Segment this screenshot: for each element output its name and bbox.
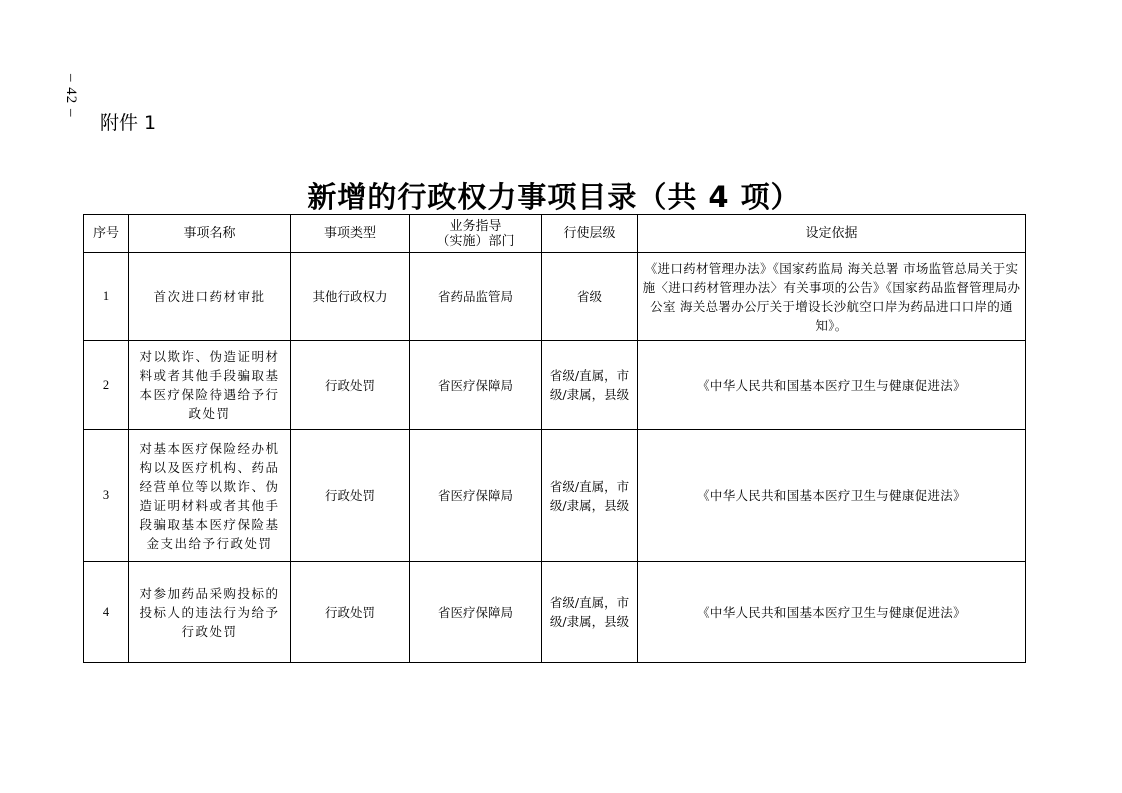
- row-dept: 省药品监管局: [410, 253, 542, 341]
- attachment-label: 附件 1: [100, 112, 157, 134]
- header-dept: [410, 215, 542, 253]
- row-index: 4: [84, 562, 129, 663]
- row-index: 3: [84, 430, 129, 562]
- row-name: 对基本医疗保险经办机构以及医疗机构、药品经营单位等以欺诈、伪造证明材料或者其他手段骗取基本医疗保险基金支出给予行政处罚: [129, 430, 291, 562]
- row-basis: 《进口药材管理办法》《国家药监局 海关总署 市场监管总局关于实施〈进口药材管理办法〉有关事项的公告》《国家药品监督管理局办公室 海关总署办公厅关于增设长沙航空口岸为药品进口口岸的通知》。: [638, 253, 1026, 341]
- power-items-table: [83, 214, 1026, 663]
- row-type: 行政处罚: [291, 341, 410, 430]
- row-level: 省级/直属，市级/隶属，县级: [542, 430, 638, 562]
- row-level: 省级/直属，市级/隶属，县级: [542, 341, 638, 430]
- row-basis: 《中华人民共和国基本医疗卫生与健康促进法》: [638, 430, 1026, 562]
- header-dept-line2: （实施）部门: [436, 233, 515, 249]
- document-title: 新增的行政权力事项目录（共 4 项）: [307, 180, 801, 214]
- row-level: 省级: [542, 253, 638, 341]
- row-dept: 省医疗保障局: [410, 562, 542, 663]
- row-index: 1: [84, 253, 129, 341]
- row-dept: 省医疗保障局: [410, 341, 542, 430]
- header-basis: 设定依据: [638, 215, 1026, 253]
- row-type: 行政处罚: [291, 562, 410, 663]
- table-row: [84, 562, 1026, 663]
- header-index: 序号: [84, 215, 129, 253]
- table-row: [84, 341, 1026, 430]
- table-header-row: [84, 215, 1026, 253]
- row-basis: 《中华人民共和国基本医疗卫生与健康促进法》: [638, 341, 1026, 430]
- header-type: 事项类型: [291, 215, 410, 253]
- header-name: 事项名称: [129, 215, 291, 253]
- header-dept-line1: 业务指导: [449, 218, 502, 234]
- row-type: 行政处罚: [291, 430, 410, 562]
- row-dept: 省医疗保障局: [410, 430, 542, 562]
- table-row: [84, 430, 1026, 562]
- row-name: 对参加药品采购投标的投标人的违法行为给予行政处罚: [129, 562, 291, 663]
- row-name: 对以欺诈、伪造证明材料或者其他手段骗取基本医疗保险待遇给予行政处罚: [129, 341, 291, 430]
- row-index: 2: [84, 341, 129, 430]
- table-row: [84, 253, 1026, 341]
- row-level: 省级/直属，市级/隶属，县级: [542, 562, 638, 663]
- row-name: 首次进口药材审批: [129, 253, 291, 341]
- row-type: 其他行政权力: [291, 253, 410, 341]
- row-basis: 《中华人民共和国基本医疗卫生与健康促进法》: [638, 562, 1026, 663]
- header-level: 行使层级: [542, 215, 638, 253]
- page-number: – 42 –: [63, 74, 79, 118]
